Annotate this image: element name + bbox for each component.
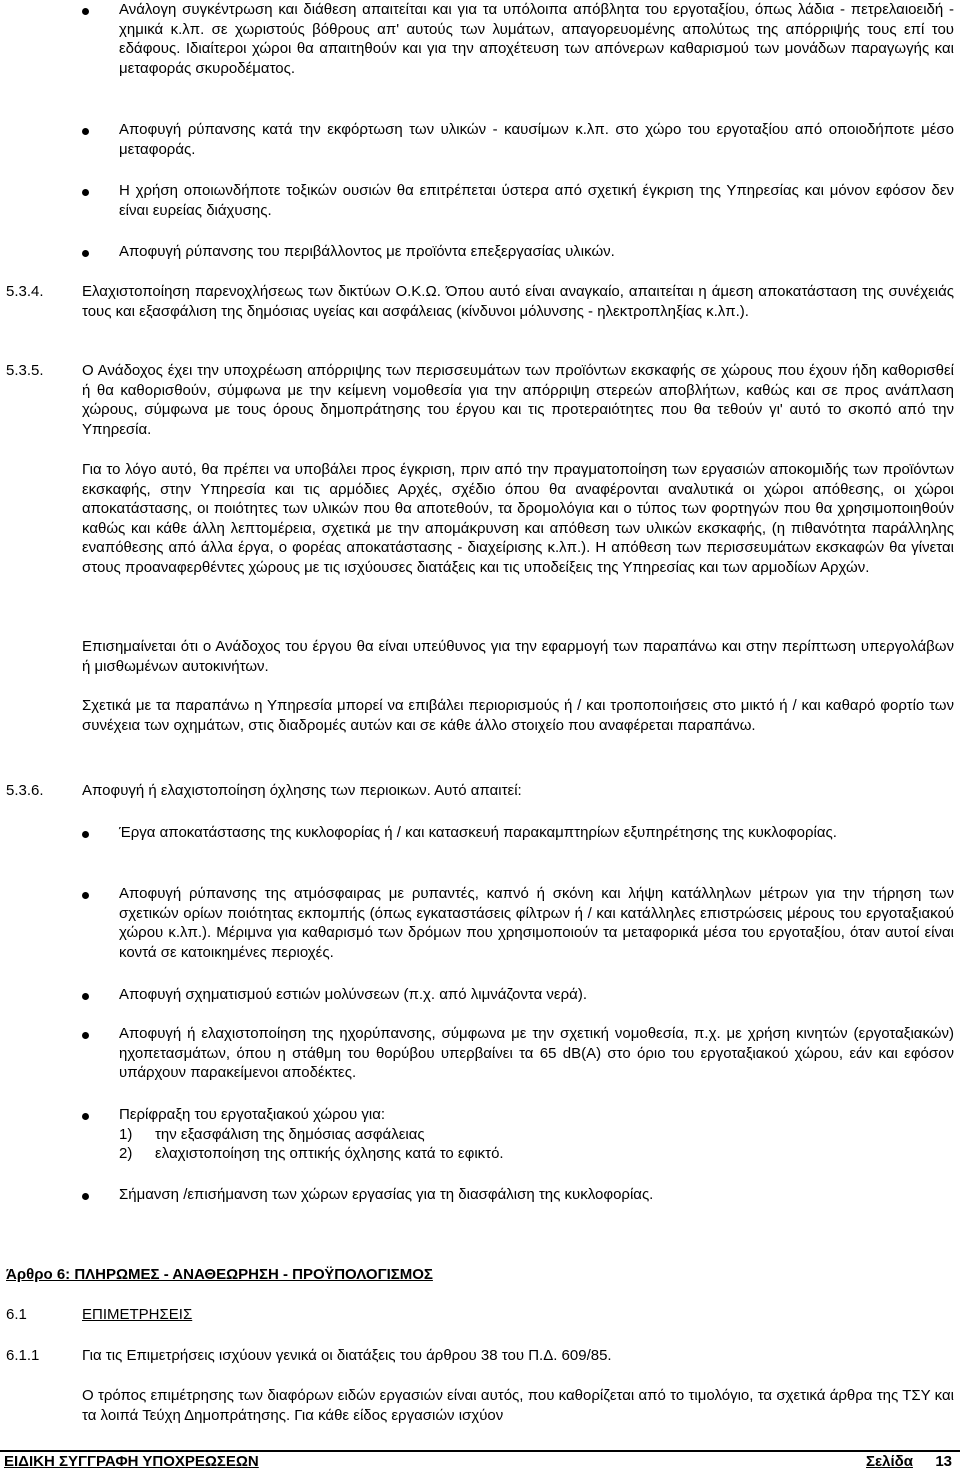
fence-item xyxy=(119,1125,954,1145)
fence-intro: Περίφραξη του εργοταξιακού χώρου για: xyxy=(119,1106,386,1123)
section-number: 5.3.5. xyxy=(6,362,44,379)
bullet-text: Αποφυγή ρύπανσης του περιβάλλοντος με προϊόντα επεξεργασίας υλικών. xyxy=(119,243,615,260)
bullet-text: Αποφυγή ρύπανσης της ατμόσφαιρας με ρυπαντές, καπνό ή σκόνη και λήψη κατάλληλων μέτρων για την τήρηση των σχετικών ορίων ποιότητας εκπομπής (όπως εγκαταστάσεις φίλτρων ή / και κατάλληλες επιστρώσεις μέρους του εργοταξιακού χώρου κ.λπ.). Μέριμνα για καθαρισμό των δρόμων που χρησιμοποιούν τα μεταφορικά μέσα του εργοταξίου, όταν αυτοί είναι κοντά σε κατοικημένες περιοχές. xyxy=(119,885,954,961)
bullet-icon xyxy=(82,831,89,838)
footer-title: ΕΙΔΙΚΗ ΣΥΓΓΡΑΦΗ ΥΠΟΧΡΕΩΣΕΩΝ xyxy=(4,1453,259,1470)
bullet-text: Η χρήση οποιωνδήποτε τοξικών ουσιών θα επιτρέπεται ύστερα από σχετική έγκριση της Υπηρεσίας και μόνον εφόσον δεν είναι ευρείας διάχυσης. xyxy=(119,182,954,219)
section-paragraph: Σχετικά με τα παραπάνω η Υπηρεσία μπορεί να επιβάλει περιορισμούς ή / και τροποποιήσεις στο μικτό ή / και καθαρό φορτίο των συνέχεια των οχημάτων, στις διαδρομές αυτών και σε κάθε άλλο στοιχείο που αναφέρεται παραπάνω. xyxy=(82,697,954,734)
section-text: Ελαχιστοποίηση παρενοχλήσεως των δικτύων Ο.Κ.Ω. Όπου αυτό είναι αναγκαίο, απαιτείται η άμεση αποκατάσταση της συνέχειάς τους και εξασφάλιση της δημόσιας υγείας και ασφάλειας (κίνδυνοι μόλυνσης - ηλεκτροπληξίας κ.λπ.). xyxy=(82,283,954,320)
page-label: Σελίδα xyxy=(866,1453,913,1470)
section-number: 5.3.4. xyxy=(6,283,44,300)
fence-item-number: 1) xyxy=(119,1125,133,1143)
fence-block xyxy=(119,1105,954,1164)
section-title: ΕΠΙΜΕΤΡΗΣΕΙΣ xyxy=(82,1306,193,1323)
bullet-icon xyxy=(82,892,89,899)
bullet-text: Ανάλογη συγκέντρωση και διάθεση απαιτείται και για τα υπόλοιπα απόβλητα του εργοταξίου, όπως λάδια - πετρελαιοειδή - χημικά κ.λπ. σε χωριστούς βόθρους απ' αυτούς των λυμάτων, απαγορευομένης απολύτως της απόρριψής τους επί του εδάφους. Ιδιαίτεροι χώροι θα απαιτηθούν και για την αποχέτευση των απόνερων καθαρισμού των μονάδων παραγωγής και μεταφοράς σκυροδέματος. xyxy=(119,1,954,77)
bullet-icon xyxy=(82,8,89,15)
page-number-block xyxy=(866,1453,952,1470)
fence-item xyxy=(119,1144,954,1164)
section-paragraph: Για το λόγο αυτό, θα πρέπει να υποβάλει προς έγκριση, πριν από την πραγματοποίηση των εργασιών αποκομιδής των προϊόντων εκσκαφής, στην Υπηρεσία και τις αρμόδιες Αρχές, σχέδιο όπου θα αναφέρονται αναλυτικά οι χώροι απόθεσης, οι χώροι αποκατάστασης, οι ποιότητες των υλικών που θα αποτεθούν, τα δρομολόγια και ο τύπος των φορτηγών που θα χρησιμοποιηθούν καθώς και κάθε άλλη λεπτομέρεια, σχετικά με την απομάκρυνση και απόθεση των υλικών εκσκαφής, (η πιθανότητα παράλληλης εναπόθεσης από άλλα έργα, ο φορέας αποκατάστασης - διαχείρισης κ.λπ.). Η απόθεση των περισσευμάτων εκσκαφών θα γίνεται στους προαναφερθέντες χώρους με τις ισχύουσες διατάξεις και τις υποδείξεις της Υπηρεσίας και των αρμοδίων Αρχών. xyxy=(82,461,954,576)
bullet-text: Σήμανση /επισήμανση των χώρων εργασίας για τη διασφάλιση της κυκλοφορίας. xyxy=(119,1186,654,1203)
page-number: 13 xyxy=(935,1453,952,1470)
bullet-icon xyxy=(82,1113,89,1120)
section-text: Αποφυγή ή ελαχιστοποίηση όχλησης των περιοικων. Αυτό απαιτεί: xyxy=(82,782,522,799)
bullet-icon xyxy=(82,250,89,257)
bullet-icon xyxy=(82,189,89,196)
section-paragraph: Ο Ανάδοχος έχει την υποχρέωση απόρριψης των περισσευμάτων των προϊόντων εκσκαφής σε χώρους που έχουν ήδη καθορισθεί ή θα καθορισθούν, σύμφωνα με την κείμενη νομοθεσία για την απόρριψη στερεών αποβλήτων, καθώς και σε προς ανάπλαση χώρους, σύμφωνα με τους όρους δημοπράτησης του έργου και τις προτεραιότητες που θα τεθούν γι' αυτό το σκοπό από την Υπηρεσία. xyxy=(82,362,954,438)
section-text: Για τις Επιμετρήσεις ισχύουν γενικά οι διατάξεις του άρθρου 38 του Π.Δ. 609/85. xyxy=(82,1347,612,1364)
bullet-icon xyxy=(82,128,89,135)
fence-item-number: 2) xyxy=(119,1145,133,1162)
article-title: Άρθρο 6: ΠΛΗΡΩΜΕΣ - ΑΝΑΘΕΩΡΗΣΗ - ΠΡΟΫΠΟΛΟΓΙΣΜΟΣ xyxy=(6,1266,433,1283)
section-number: 6.1 xyxy=(6,1306,27,1323)
bullet-icon xyxy=(82,993,89,1000)
fence-item-text: την εξασφάλιση της δημόσιας ασφάλειας xyxy=(155,1125,425,1143)
footer-divider xyxy=(0,1450,960,1452)
bullet-icon xyxy=(82,1193,89,1200)
section-paragraph: Ο τρόπος επιμέτρησης των διαφόρων ειδών εργασιών είναι αυτός, που καθορίζεται από το τιμολόγιο, τα σχετικά άρθρα της ΤΣΥ και τα λοιπά Τεύχη Δημοπράτησης. Για κάθε είδος εργασιών ισχύον xyxy=(82,1387,954,1424)
bullet-text: Αποφυγή σχηματισμού εστιών μολύνσεων (π.χ. από λιμνάζοντα νερά). xyxy=(119,986,587,1003)
bullet-text: Έργα αποκατάστασης της κυκλοφορίας ή / και κατασκευή παρακαμπτηρίων εξυπηρέτησης της κυκλοφορίας. xyxy=(119,824,837,841)
section-number: 6.1.1 xyxy=(6,1347,40,1364)
section-paragraph: Επισημαίνεται ότι ο Ανάδοχος του έργου θα είναι υπεύθυνος για την εφαρμογή των παραπάνω και στην περίπτωση υπεργολάβων ή μισθωμένων αυτοκινήτων. xyxy=(82,638,954,675)
section-number: 5.3.6. xyxy=(6,782,44,799)
bullet-text: Αποφυγή ρύπανσης κατά την εκφόρτωση των υλικών - καυσίμων κ.λπ. στο χώρο του εργοταξίου από οποιοδήποτε μέσο μεταφοράς. xyxy=(119,121,954,158)
bullet-text: Αποφυγή ή ελαχιστοποίηση της ηχορύπανσης, σύμφωνα με την σχετική νομοθεσία, π.χ. με χρήση κινητών (εργοταξιακών) ηχοπετασμάτων, όπου η στάθμη του θορύβου υπερβαίνει τα 65 dB(A) στο όριο του εργοταξιακού χώρου, εάν και εφόσον υπάρχουν παρακείμενοι αποδέκτες. xyxy=(119,1025,954,1081)
bullet-icon xyxy=(82,1032,89,1039)
fence-item-text: ελαχιστοποίηση της οπτικής όχλησης κατά το εφικτό. xyxy=(155,1145,504,1162)
